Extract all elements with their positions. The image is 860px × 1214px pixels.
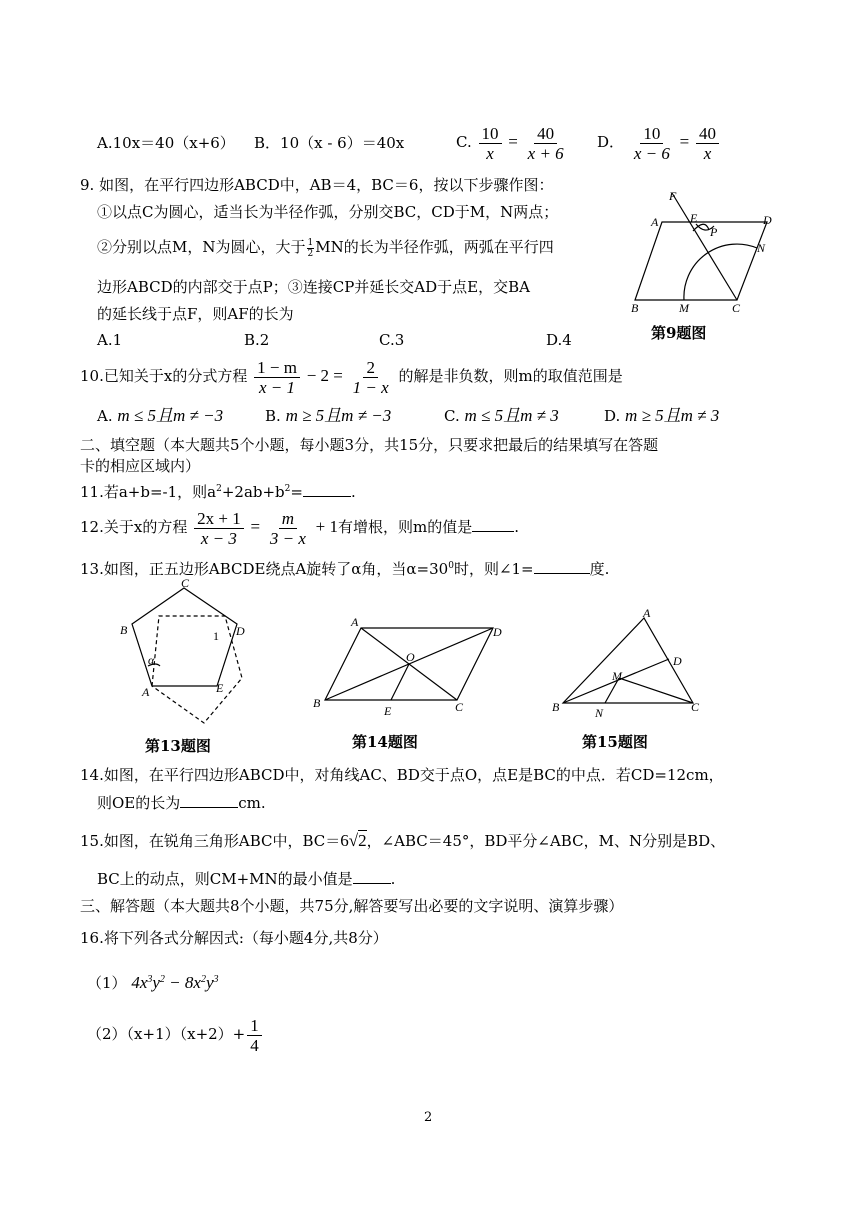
q12-answer-blank[interactable] [472, 531, 514, 532]
section2-heading-cont: 卡的相应区域内） [80, 457, 201, 475]
q16-title: 16.将下列各式分解因式:（每小题4分,共8分） [80, 929, 388, 947]
svg-text:C: C [455, 700, 464, 714]
q8-option-b: B．10（x - 6）＝40x [254, 134, 405, 152]
q15-question: BC上的动点，则CM+MN的最小值是 . [97, 870, 396, 888]
q9-step3: 边形ABCD的内部交于点P；③连接CP并延长交AD于点E，交BA [97, 278, 530, 296]
q13-caption: 第13题图 [145, 737, 211, 755]
svg-text:E: E [690, 211, 698, 225]
q10-option-b: B. m ≥ 5且m ≠ −3 [265, 406, 392, 425]
q11-answer-blank[interactable] [303, 496, 351, 497]
svg-text:A: A [651, 215, 659, 229]
svg-text:M: M [679, 301, 689, 315]
svg-text:A: A [142, 685, 150, 699]
svg-text:O: O [406, 650, 415, 664]
q8-option-c: C. $\frac{10}{x}$ = $\frac{40}{x + 6}$ [456, 123, 564, 163]
svg-text:D: D [673, 654, 682, 668]
q10-option-a: A. m ≤ 5且m ≠ −3 [97, 406, 224, 425]
q14-caption: 第14题图 [352, 733, 418, 751]
section3-heading: 三、解答题（本大题共8个小题，共75分,解答要写出必要的文字说明、演算步骤） [80, 897, 624, 915]
svg-text:B: B [120, 623, 128, 637]
q14-answer-blank[interactable] [180, 807, 238, 808]
q13: 13.如图，正五边形ABCDE绕点A旋转了α角，当$\alpha=30^0$时，则∠1= 度. [80, 560, 610, 578]
q16-part1: （1） $4x^3y^2 - 8x^2y^3$ [87, 973, 219, 992]
q13-figure [112, 578, 262, 726]
q9-caption: 第9题图 [651, 324, 707, 342]
q8-option-d: D． $\frac{10}{x - 6}$ = $\frac{40}{x}$ [597, 123, 721, 163]
svg-text:E: E [384, 704, 392, 718]
q10-stem: 10.已知关于x的分式方程 $\frac{1 - m}{x - 1}$ − 2 = $\frac{2}{1 - x}$ 的解是非负数，则m的取值范围是 [80, 357, 623, 397]
q9-figure [625, 188, 795, 318]
q15-caption: 第15题图 [582, 733, 648, 751]
svg-text:D: D [493, 625, 502, 639]
svg-text:B: B [631, 301, 639, 315]
svg-text:B: B [552, 700, 560, 714]
svg-text:E: E [216, 681, 224, 695]
svg-text:A: A [643, 606, 651, 620]
q15-figure [543, 603, 713, 721]
q11: 11.若a+b=-1，则$a^2+2ab+b^2=$ . [80, 483, 356, 501]
svg-text:N: N [595, 706, 604, 720]
svg-text:N: N [757, 241, 766, 255]
svg-text:F: F [669, 189, 677, 203]
q14-question: 则OE的长为 cm. [97, 794, 266, 812]
q15-stem: 15.如图，在锐角三角形ABC中，BC＝6√2，∠ABC＝45°，BD平分∠ABC，M、N分别是BD、 [80, 831, 726, 850]
svg-text:D: D [236, 624, 245, 638]
svg-text:P: P [710, 225, 718, 239]
q16-part2: （2）（x+1）（x+2）+ $\frac{1}{4}$ [87, 1012, 264, 1056]
svg-text:1: 1 [213, 629, 219, 643]
svg-text:α: α [148, 653, 155, 667]
q9-option-c: C.3 [379, 331, 405, 349]
svg-text:C: C [732, 301, 741, 315]
q9-option-a: A.1 [97, 331, 123, 349]
q12: 12.关于x的方程 $\frac{2x + 1}{x - 3}$ = $\frac{m}{3 - x}$ + 1有增根，则m的值是 . [80, 508, 520, 548]
q8-option-a: A.10x＝40（x+6） [97, 134, 235, 152]
q9-stem: 9. 如图，在平行四边形ABCD中，AB＝4，BC＝6，按以下步骤作图： [80, 176, 554, 194]
svg-text:A: A [351, 615, 359, 629]
page-number: 2 [424, 1110, 433, 1125]
q9-question: 的延长线于点F，则AF的长为 [97, 305, 294, 323]
q14-figure [305, 614, 515, 718]
q14-stem: 14.如图，在平行四边形ABCD中，对角线AC、BD交于点O，点E是BC的中点．若CD=12cm， [80, 766, 724, 784]
svg-text:D: D [763, 213, 772, 227]
section2-heading: 二、填空题（本大题共5个小题，每小题3分，共15分，只要求把最后的结果填写在答题 [80, 436, 659, 454]
svg-text:C: C [181, 578, 190, 590]
svg-text:B: B [313, 696, 321, 710]
svg-text:C: C [691, 700, 700, 714]
q10-option-d: D. m ≥ 5且m ≠ 3 [604, 406, 720, 425]
q10-option-c: C. m ≤ 5且m ≠ 3 [444, 406, 559, 425]
q9-step2: ②分别以点M，N为圆心，大于 $\frac{1}{2}$ MN的长为半径作弧，两弧在平行四 [97, 237, 554, 259]
svg-text:M: M [612, 669, 622, 683]
q15-answer-blank[interactable] [353, 883, 391, 884]
q13-answer-blank[interactable] [534, 573, 590, 574]
q9-option-b: B.2 [244, 331, 270, 349]
q9-option-d: D.4 [546, 331, 572, 349]
q9-step1: ①以点C为圆心，适当长为半径作弧，分别交BC，CD于M，N两点； [97, 203, 559, 221]
